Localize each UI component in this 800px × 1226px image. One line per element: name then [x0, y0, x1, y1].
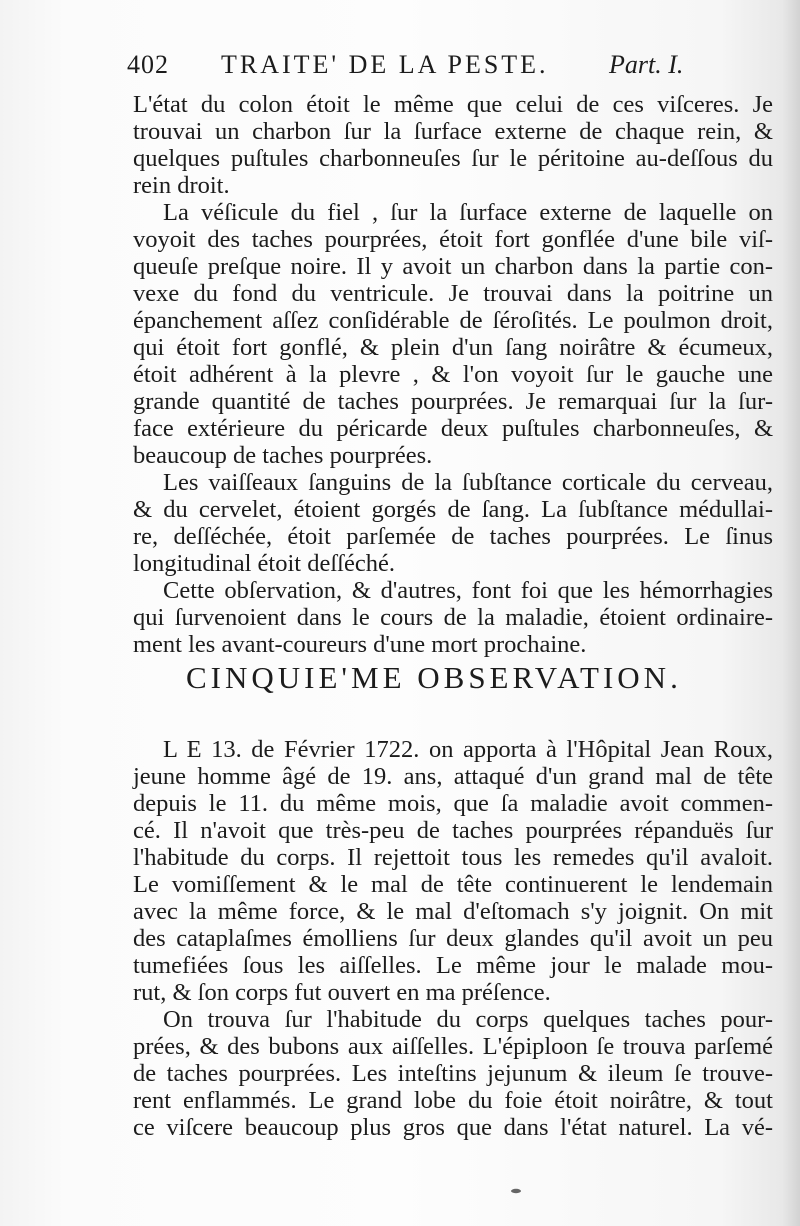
running-title: TRAITE' DE LA PESTE.	[221, 50, 549, 79]
page-gutter-shadow	[782, 0, 800, 1226]
running-header	[127, 50, 707, 90]
text-line: étoit adhérent à la plevre , & l'on voyoit ſur le gauche une	[133, 361, 773, 388]
page-number: 402	[127, 50, 169, 79]
text-line: face extérieure du péricarde deux puſtules charbonneuſes, &	[133, 415, 773, 442]
text-line: beaucoup de taches pourprées.	[133, 442, 433, 469]
text-line: L'état du colon étoit le même que celui de ces viſceres. Je	[133, 91, 773, 118]
text-line: qui étoit fort gonflé, & plein d'un ſang noirâtre & écumeux,	[133, 334, 773, 361]
text-line: l'habitude du corps. Il rejettoit tous les remedes qu'il avaloit.	[133, 844, 773, 871]
text-line: longitudinal étoit deſſéché.	[133, 550, 395, 577]
text-line: quelques puſtules charbonneuſes ſur le péritoine au-deſſous du	[133, 145, 773, 172]
text-line: avec la même force, & le mal d'eſtomach s'y joignit. On mit	[133, 898, 773, 925]
part-label: Part. I.	[609, 50, 684, 79]
ink-speck	[510, 1188, 522, 1194]
section-heading: CINQUIE'ME OBSERVATION.	[186, 660, 682, 695]
text-line: depuis le 11. du même mois, que ſa maladie avoit commen-	[133, 790, 773, 817]
text-line: grande quantité de taches pourprées. Je remarquai ſur la ſur-	[133, 388, 773, 415]
text-line: des cataplaſmes émolliens ſur deux glandes qu'il avoit un peu	[133, 925, 773, 952]
text-line: rein droit.	[133, 172, 230, 199]
text-line: voyoit des taches pourprées, étoit fort gonflée d'une bile viſ-	[133, 226, 773, 253]
text-line: L E 13. de Février 1722. on apporta à l'Hôpital Jean Roux,	[163, 736, 773, 763]
text-line: Cette obſervation, & d'autres, font foi que les hémorrhagies	[163, 577, 773, 604]
text-line: queuſe preſque noire. Il y avoit un charbon dans la partie con-	[133, 253, 773, 280]
text-line: rent enflammés. Le grand lobe du foie étoit noirâtre, & tout	[133, 1087, 773, 1114]
text-line: re, deſſéchée, étoit parſemée de taches pourprées. Le ſinus	[133, 523, 773, 550]
text-line: cé. Il n'avoit que très-peu de taches pourprées répanduës ſur	[133, 817, 773, 844]
text-line: rut, & ſon corps fut ouvert en ma préſence.	[133, 979, 551, 1006]
text-line: & du cervelet, étoient gorgés de ſang. La ſubſtance médullai-	[133, 496, 773, 523]
text-line: qui ſurvenoient dans le cours de la maladie, étoient ordinaire-	[133, 604, 773, 631]
text-line: jeune homme âgé de 19. ans, attaqué d'un grand mal de tête	[133, 763, 773, 790]
text-line: Le vomiſſement & le mal de tête continuerent le lendemain	[133, 871, 773, 898]
text-line: ce viſcere beaucoup plus gros que dans l'état naturel. La vé-	[133, 1114, 773, 1141]
text-line: ment les avant-coureurs d'une mort prochaine.	[133, 631, 587, 658]
text-line: Les vaiſſeaux ſanguins de la ſubſtance corticale du cerveau,	[163, 469, 773, 496]
text-line: tumefiées ſous les aiſſelles. Le même jour le malade mou-	[133, 952, 773, 979]
text-line: de taches pourprées. Les inteſtins jejunum & ileum ſe trouve-	[133, 1060, 773, 1087]
text-line: prées, & des bubons aux aiſſelles. L'épiploon ſe trouva parſemé	[133, 1033, 773, 1060]
text-line: vexe du fond du ventricule. Je trouvai dans la poitrine un	[133, 280, 773, 307]
text-line: épanchement aſſez conſidérable de ſéroſités. Le poulmon droit,	[133, 307, 773, 334]
text-line: La véſicule du fiel , ſur la ſurface externe de laquelle on	[163, 199, 773, 226]
text-line: trouvai un charbon ſur la ſurface externe de chaque rein, &	[133, 118, 773, 145]
text-line: On trouva ſur l'habitude du corps quelques taches pour-	[163, 1006, 773, 1033]
